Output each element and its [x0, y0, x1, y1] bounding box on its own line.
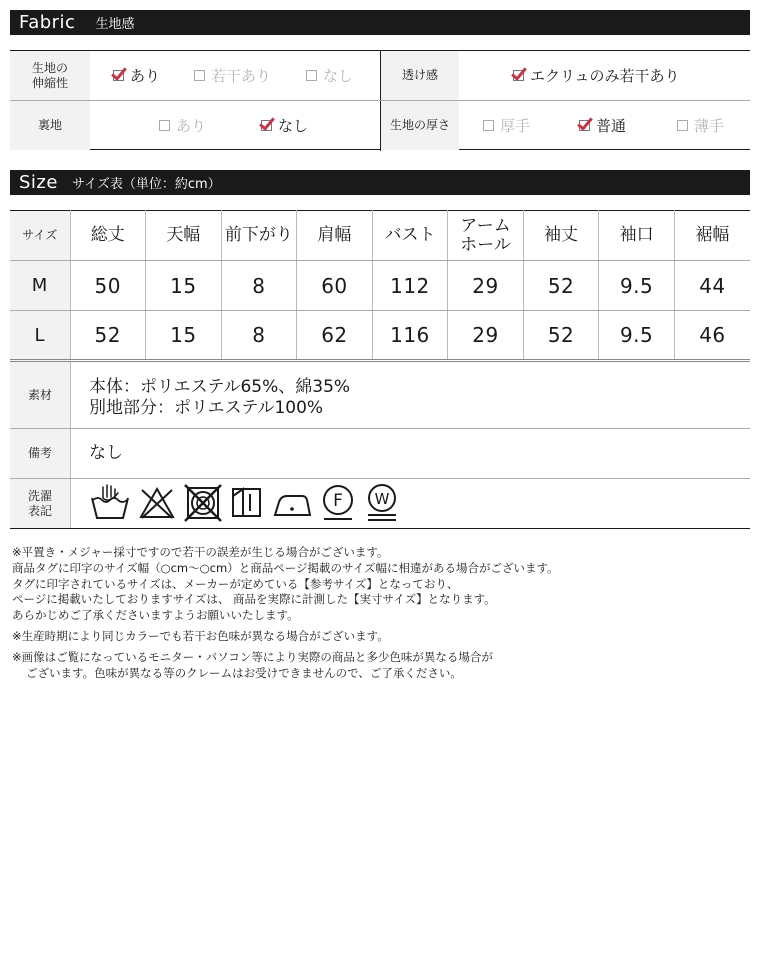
table-cell: 9.5 — [599, 311, 675, 361]
hand-wash-icon — [90, 484, 130, 522]
care-letter-f: F — [333, 491, 343, 511]
column-header: 裾幅 — [674, 211, 750, 261]
checked-checkbox-icon — [513, 70, 524, 81]
thickness-option-thick: 厚手 — [483, 101, 530, 150]
size-column-header: サイズ — [10, 211, 70, 261]
fabric-table — [10, 50, 750, 150]
stretch-option-slight: 若干あり — [194, 51, 271, 100]
material-row — [10, 362, 750, 429]
material-line-1: 本体：ポリエステル65%、綿35% — [89, 377, 351, 397]
material-label: 素材 — [10, 362, 71, 428]
size-label: L — [10, 311, 70, 361]
table-cell: 46 — [674, 311, 750, 361]
thickness-option-thin: 薄手 — [677, 101, 724, 150]
material-line-2: 別地部分：ポリエステル100% — [89, 398, 324, 418]
fabric-row-2 — [10, 101, 750, 150]
table-row — [10, 311, 750, 361]
lining-label: 裏地 — [10, 101, 90, 150]
stretch-option-none: なし — [306, 51, 353, 100]
unchecked-checkbox-icon — [306, 70, 317, 81]
notes-label: 備考 — [10, 429, 71, 478]
fabric-title-jp: 生地感 — [95, 17, 135, 32]
care-letter-w: W — [374, 490, 390, 508]
checked-checkbox-icon — [261, 120, 272, 131]
material-value — [89, 362, 750, 419]
column-header: 肩幅 — [297, 211, 373, 261]
notes-value: なし — [89, 443, 123, 463]
size-table-header — [10, 211, 750, 261]
table-cell: 60 — [297, 261, 373, 311]
table-cell: 15 — [146, 261, 222, 311]
stretch-option-yes: あり — [113, 51, 160, 100]
lining-option-none: なし — [261, 101, 308, 150]
info-table — [10, 362, 750, 529]
sheerness-option-ecru: エクリュのみ若干あり — [513, 51, 680, 100]
checked-checkbox-icon — [113, 70, 124, 81]
low-iron-icon — [272, 484, 312, 522]
column-header: バスト — [372, 211, 448, 261]
footnote-line: ございます。色味が異なる等のクレームはお受けできませんので、ご了承ください。 — [26, 665, 462, 680]
notes-row — [10, 429, 750, 479]
size-label: M — [10, 261, 70, 311]
footnote-line: 商品タグに印字のサイズ幅（○cm～○cm）と商品ページ掲載のサイズ幅に相違がある場合がございます。 — [12, 560, 559, 575]
footnote-line: ※画像はご覧になっているモニター・パソコン等により実際の商品と多少色味が異なる場合が — [12, 649, 493, 664]
column-header: アーム ホール — [448, 211, 524, 261]
table-cell: 9.5 — [599, 261, 675, 311]
care-row — [10, 479, 750, 529]
size-section-header — [10, 170, 750, 195]
table-cell: 29 — [448, 261, 524, 311]
thickness-option-normal: 普通 — [579, 101, 626, 150]
checked-checkbox-icon — [579, 120, 590, 131]
unchecked-checkbox-icon — [483, 120, 494, 131]
column-header: 袖丈 — [523, 211, 599, 261]
table-cell: 8 — [221, 311, 297, 361]
size-table — [10, 210, 750, 362]
size-title-en: Size — [19, 172, 58, 193]
unchecked-checkbox-icon — [677, 120, 688, 131]
dry-clean-f-icon — [320, 484, 356, 522]
unchecked-checkbox-icon — [159, 120, 170, 131]
footnote-line: ページに掲載いたしておりますサイズは、 商品を実際に計測した【実寸サイズ】となります。 — [12, 592, 496, 607]
line-dry-shade-icon — [230, 484, 264, 522]
footnote-line: タグに印字されているサイズは、メーカーが定めている【参考サイズ】となっており、 — [12, 576, 459, 591]
fabric-row-1 — [10, 51, 750, 101]
table-cell: 112 — [372, 261, 448, 311]
wet-clean-w-icon — [364, 484, 400, 524]
table-cell: 52 — [523, 311, 599, 361]
table-cell: 50 — [70, 261, 146, 311]
footnote-line: ※生産時期により同じカラーでも若干お色味が異なる場合がございます。 — [12, 628, 389, 643]
table-cell: 62 — [297, 311, 373, 361]
stretch-label: 生地の 伸縮性 — [10, 51, 90, 100]
table-cell: 116 — [372, 311, 448, 361]
no-bleach-icon — [138, 484, 176, 522]
table-cell: 29 — [448, 311, 524, 361]
fabric-title-en: Fabric — [19, 12, 76, 33]
table-cell: 52 — [523, 261, 599, 311]
footnote-line: ※平置き・メジャー採寸ですので若干の誤差が生じる場合がございます。 — [12, 545, 389, 559]
table-cell: 52 — [70, 311, 146, 361]
lining-option-yes: あり — [159, 101, 206, 150]
fabric-section-header — [10, 10, 750, 35]
unchecked-checkbox-icon — [194, 70, 205, 81]
thickness-label: 生地の厚さ — [381, 101, 459, 150]
column-header: 袖口 — [599, 211, 675, 261]
footnotes — [12, 545, 752, 681]
sheerness-label: 透け感 — [381, 51, 459, 100]
column-header: 前下がり — [221, 211, 297, 261]
footnote-line: あらかじめご了承くださいますようお願いいたします。 — [12, 608, 299, 623]
column-header: 総丈 — [70, 211, 146, 261]
table-cell: 8 — [221, 261, 297, 311]
table-cell: 15 — [146, 311, 222, 361]
care-label: 洗濯 表記 — [10, 479, 71, 528]
column-header: 天幅 — [146, 211, 222, 261]
size-title-jp: サイズ表（単位：約cm） — [71, 177, 221, 192]
care-icons — [90, 484, 400, 524]
no-tumble-dry-icon — [184, 484, 222, 522]
table-cell: 44 — [674, 261, 750, 311]
table-row — [10, 261, 750, 311]
